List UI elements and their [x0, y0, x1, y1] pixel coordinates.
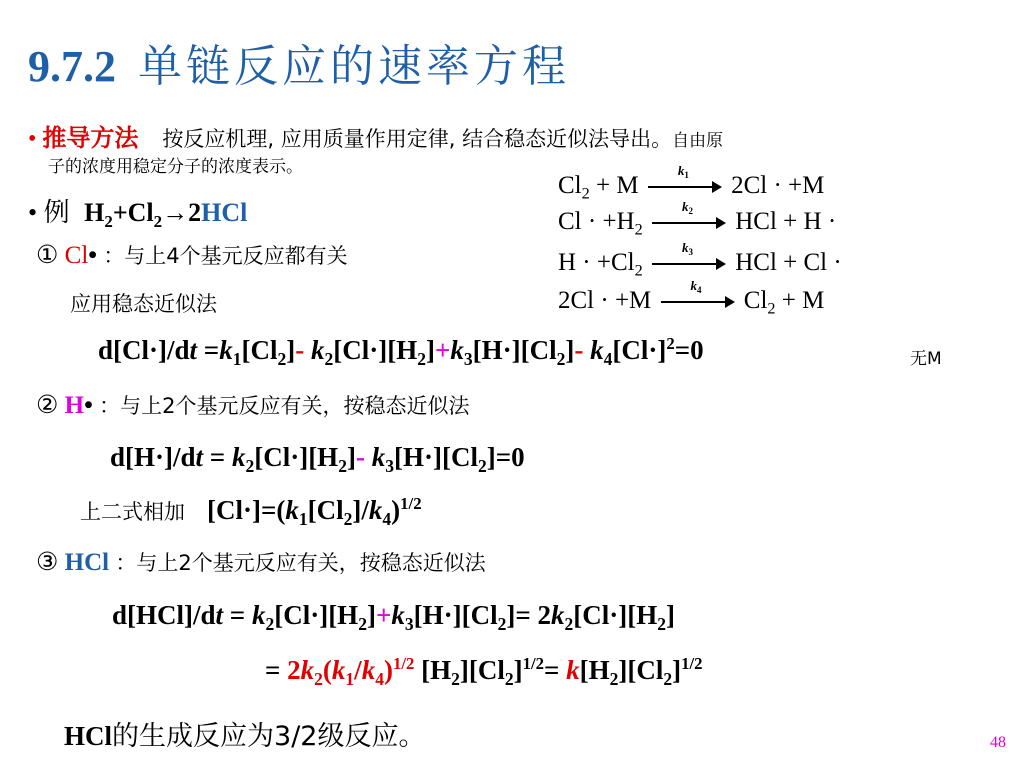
- page-title: [28, 30, 570, 94]
- conclusion: HCl的生成反应为3/2级反应。: [64, 721, 426, 752]
- combine-line: 上二式相加 $[Cl\cdot]=(k_1[Cl_2]/k_4)^{1/2}$: [80, 494, 422, 530]
- step-2-heading: ② H• ：与上2个基元反应有关，按稳态近似法: [36, 392, 470, 419]
- derivation-small: 自由原: [672, 131, 724, 151]
- derivation-body: 按反应机理, 应用质量作用定律, 结合稳态近似法导出。: [162, 127, 673, 151]
- arrow-icon: $k_1$: [648, 180, 722, 194]
- mechanism-step-3: $H \cdot +Cl_2$ $k_3$ HCl + Cl ·: [558, 240, 842, 280]
- arrow-icon: $k_3$: [652, 257, 726, 271]
- mechanism-step-4: 2Cl · +M $k_4$ $Cl_2 + M$: [558, 278, 825, 318]
- mechanism-step-1: $Cl_2 + M$ $k_1$ 2Cl · +M: [558, 163, 825, 203]
- note-no-m: 无M: [910, 349, 942, 369]
- equation-cl-steady: $d[Cl\cdot]/dt =k_1[Cl_2]-$ $k_2[Cl\cdot][H_2]+k_3[H\cdot][Cl_2]-$ $k_4[Cl\cdot]^2=0$: [98, 334, 704, 370]
- page-number: 48: [990, 734, 1006, 751]
- equation-h-steady: $d[H\cdot]/dt = k_2[Cl\cdot][H_2]-$ $k_3[H\cdot][Cl_2]=0$: [110, 442, 525, 477]
- derivation-head: 推导方法: [42, 124, 139, 152]
- step-1-method: 应用稳态近似法: [70, 292, 217, 316]
- step-1-heading: ① Cl• ：与上4个基元反应都有关: [36, 242, 348, 269]
- equation-hcl-rate: $d[HCl]/dt = k_2[Cl\cdot][H_2]+k_3[H\cdot][Cl_2]= 2k_2[Cl\cdot][H_2]$: [112, 600, 676, 635]
- section-title: 单链反应的速率方程: [138, 41, 570, 92]
- example-reaction: $H_2+Cl_2\to 2HCl$: [84, 198, 248, 231]
- arrow-icon: $k_2$: [652, 216, 726, 230]
- section-number: 9.7.2: [28, 42, 116, 91]
- equation-hcl-result: = $2k_2(k_1/k_4)^{1/2}$ $[H_2][Cl_2]^{1/2}= k[H_2][Cl_2]^{1/2}$: [265, 654, 703, 690]
- bullet-derivation: • 推导方法 按反应机理, 应用质量作用定律, 结合稳态近似法导出。自由原: [28, 124, 724, 152]
- example-label: 例: [43, 198, 70, 228]
- step-3-heading: ③ HCl ：与上2个基元反应有关，按稳态近似法: [36, 549, 486, 576]
- mechanism-step-2: $Cl \cdot +H_2$ $k_2$ HCl + H ·: [558, 199, 837, 239]
- derivation-line2: 子的浓度用稳定分子的浓度表示。: [48, 157, 303, 177]
- bullet-example: • 例 $H_2+Cl_2\to 2HCl$: [28, 198, 248, 231]
- arrow-icon: $k_4$: [661, 295, 735, 309]
